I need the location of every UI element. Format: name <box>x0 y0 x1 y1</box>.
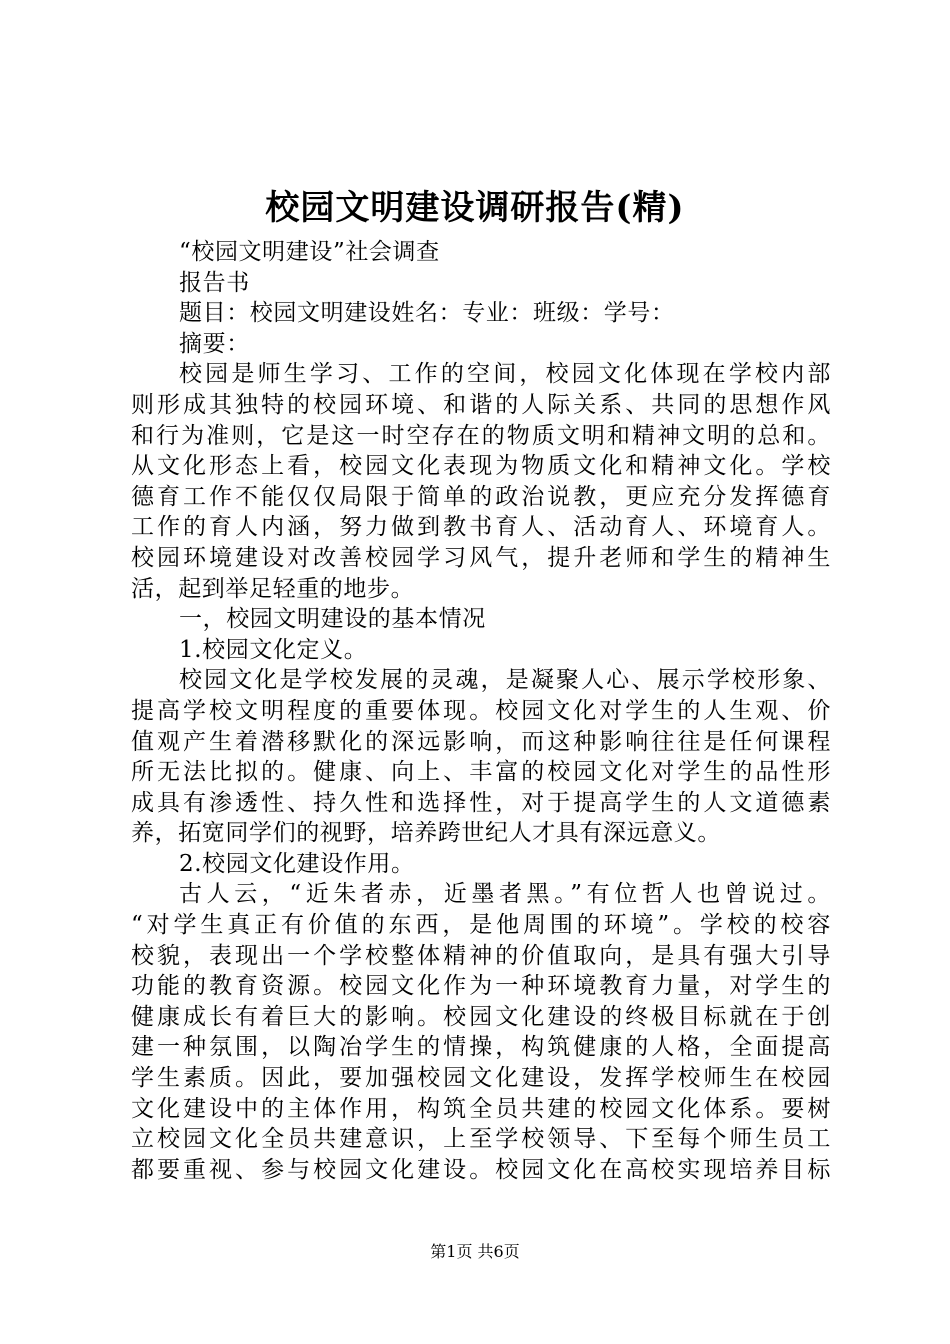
document-title: 校园文明建设调研报告(精) <box>265 188 685 228</box>
text-line: 养，拓宽同学们的视野，培养跨世纪人才具有深远意义。 <box>131 820 721 847</box>
text-line: “校园文明建设”社会调查 <box>179 239 440 265</box>
text-line: 则形成其独特的校园环境、和谐的人际关系、共同的思想作风 <box>131 391 831 418</box>
text-line: 学生素质。因此，要加强校园文化建设，发挥学校师生在校园 <box>131 1065 831 1092</box>
text-line: 校园环境建设对改善校园学习风气，提升老师和学生的精神生 <box>131 544 831 571</box>
text-line: 德育工作不能仅仅局限于简单的政治说教，更应充分发挥德育 <box>131 483 831 510</box>
text-line: 2.校园文化建设作用。 <box>179 850 415 877</box>
text-line: 文化建设中的主体作用，构筑全员共建的校园文化体系。要树 <box>131 1095 831 1122</box>
text-line: 都要重视、参与校园文化建设。校园文化在高校实现培养目标 <box>131 1156 831 1183</box>
text-line: 一，校园文明建设的基本情况 <box>179 606 486 633</box>
text-line: 从文化形态上看，校园文化表现为物质文化和精神文化。学校 <box>131 453 831 480</box>
text-line: 所无法比拟的。健康、向上、丰富的校园文化对学生的品性形 <box>131 759 831 786</box>
text-line: 1.校园文化定义。 <box>179 636 368 663</box>
text-line: 题目：校园文明建设姓名：专业：班级：学号： <box>179 300 675 327</box>
text-line: 摘要： <box>179 330 250 357</box>
text-line: 成具有渗透性、持久性和选择性，对于提高学生的人文道德素 <box>131 789 831 816</box>
text-line: 校园文化是学校发展的灵魂，是凝聚人心、展示学校形象、 <box>179 667 831 694</box>
text-line: 校园是师生学习、工作的空间，校园文化体现在学校内部 <box>179 361 831 388</box>
text-line: 活，起到举足轻重的地步。 <box>131 575 415 602</box>
text-line: 报告书 <box>179 269 250 296</box>
text-line: “对学生真正有价值的东西，是他周围的环境”。学校的校容 <box>131 912 831 939</box>
document-body <box>131 237 831 1185</box>
text-line: 古人云，“近朱者赤，近墨者黑。”有位哲人也曾说过。 <box>179 881 831 908</box>
page-footer: 第1页 共6页 <box>430 1242 520 1261</box>
text-line: 立校园文化全员共建意识，上至学校领导、下至每个师生员工 <box>131 1126 831 1153</box>
text-line: 提高学校文明程度的重要体现。校园文化对学生的人生观、价 <box>131 697 831 724</box>
text-line: 和行为准则，它是这一时空存在的物质文明和精神文明的总和。 <box>131 422 831 449</box>
text-line: 工作的育人内涵，努力做到教书育人、活动育人、环境育人。 <box>131 514 831 541</box>
text-line: 值观产生着潜移默化的深远影响，而这种影响往往是任何课程 <box>131 728 831 755</box>
text-line: 健康成长有着巨大的影响。校园文化建设的终极目标就在于创 <box>131 1003 831 1030</box>
text-line: 校貌，表现出一个学校整体精神的价值取向，是具有强大引导 <box>131 942 831 969</box>
text-line: 功能的教育资源。校园文化作为一种环境教育力量，对学生的 <box>131 973 831 1000</box>
text-line: 建一种氛围，以陶冶学生的情操，构筑健康的人格，全面提高 <box>131 1034 831 1061</box>
